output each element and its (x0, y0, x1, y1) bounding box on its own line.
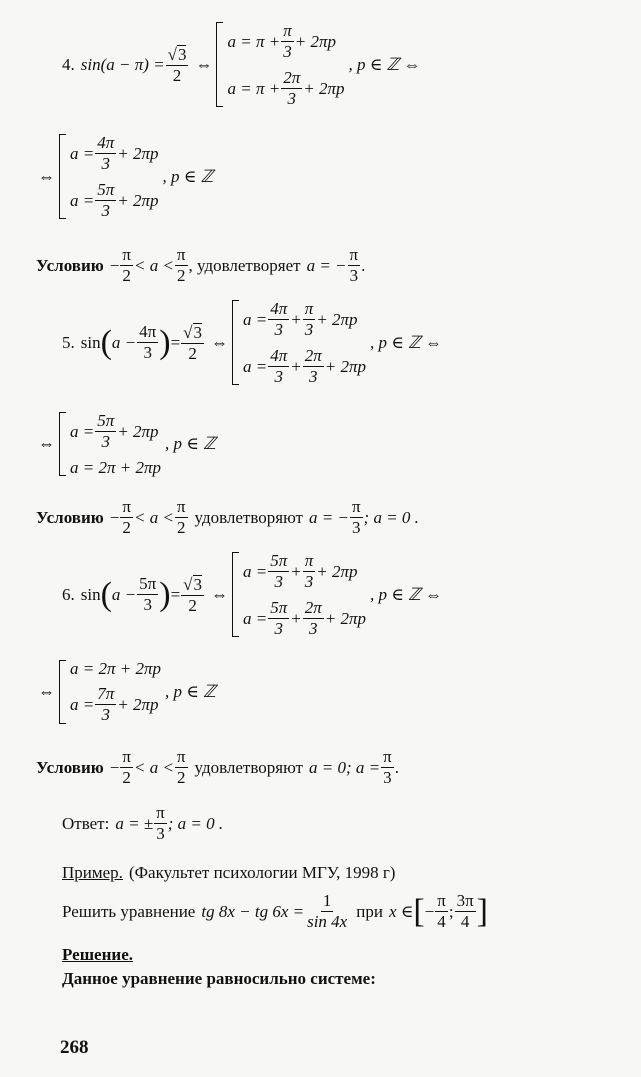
example-6-equation: 6. sin ( a − $\frac{5\pi}{3}$ ) = √ 3 2 ⇔ a = $\frac{5\pi}{3}$ + $\frac{\pi}{3}$ + 2πp a = $\frac{5\pi}{3}$ + $\frac{2\pi}{3}$ + 2πp , p ∈ ℤ ⇔ (62, 551, 443, 638)
answer-line: Ответ: a = ± $\frac{\pi}{3}$ ; a = 0 . (62, 803, 224, 843)
task-line: Решить уравнение tg 8x − tg 6x = $\frac{1}{\sin 4x}$ при x ∈ [ − $\frac{\pi}{4}$ ; 3π 4 ] (62, 891, 488, 931)
example-4-system (38, 134, 213, 219)
condition-line-6: Условию − $\frac{\pi}{2}$ < a < π 2 удовлетворяют a = 0; a = $\frac{\pi}{3}$ . (36, 747, 399, 787)
condition: , p ∈ ℤ (162, 167, 214, 187)
system-line: a = π + $\frac{\pi}{3}$ + 2πp (227, 21, 336, 61)
system-bracket: a = $\frac{4\pi}{3}$ + 2πp a = $\frac{5\pi}{3}$ + 2πp (59, 134, 159, 219)
condition-line-4: Условию − $\frac{\pi}{2}$ < a < π 2 , удовлетворяет a = − $\frac{\pi}{3}$ . (36, 245, 366, 285)
example-6-system: ⇔ a = 2π + 2πp a = $\frac{7\pi}{3}$ + 2πp , p ∈ ℤ (38, 659, 216, 724)
solution-text: Данное уравнение равносильно системе: (62, 969, 376, 988)
system-bracket: a = $\frac{5\pi}{3}$ + $\frac{\pi}{3}$ + 2πp a = $\frac{5\pi}{3}$ + $\frac{2\pi}{3}$ + 2πp (232, 552, 366, 637)
condition-word: Условию (36, 255, 104, 275)
item-number: 4. (62, 55, 75, 75)
equivalence-sign: ⇔ (195, 55, 213, 75)
equivalence-sign: ⇔ (38, 167, 55, 187)
answer-label: Ответ: (62, 813, 110, 833)
example-source: (Факультет психологии МГУ, 1998 г) (128, 863, 396, 882)
system-line: a = π + $\frac{2\pi}{3}$ + 2πp (227, 67, 345, 108)
system-bracket: a = $\frac{5\pi}{3}$ + 2πp a = 2π + 2πp (59, 412, 161, 476)
example-4-equation (62, 22, 420, 107)
example-5-equation: 5. sin ( a − $\frac{4\pi}{3}$ ) = √ 3 2 ⇔ a = $\frac{4\pi}{3}$ + $\frac{\pi}{3}$ + 2πp a = $\frac{4\pi}{3}$ + $\frac{2\pi}{3}$ + 2πp , p ∈ ℤ ⇔ (62, 299, 443, 386)
item-number: 6. (62, 585, 75, 605)
fraction-sqrt3-over-2: √ 3 2 (167, 44, 187, 85)
system-bracket (216, 22, 344, 107)
equation-lhs: sin(a − π) = (80, 55, 165, 75)
condition: , p ∈ ℤ ⇔ (348, 55, 421, 75)
example-header (62, 864, 395, 881)
system-bracket: a = 2π + 2πp a = $\frac{7\pi}{3}$ + 2πp (59, 660, 161, 724)
condition-line-5: Условию − $\frac{\pi}{2}$ < a < π 2 удовлетворяют a = − $\frac{\pi}{3}$ ; a = 0 . (36, 497, 419, 537)
page-number: 268 (60, 1037, 89, 1058)
example-label: Пример. (62, 863, 123, 882)
system-bracket: a = $\frac{4\pi}{3}$ + $\frac{\pi}{3}$ + 2πp a = $\frac{4\pi}{3}$ + $\frac{2\pi}{3}$ + 2πp (232, 300, 366, 385)
item-number: 5. (62, 333, 75, 353)
solution-label: Решение. (62, 945, 133, 964)
example-5-system: ⇔ a = $\frac{5\pi}{3}$ + 2πp a = 2π + 2πp , p ∈ ℤ (38, 411, 216, 477)
